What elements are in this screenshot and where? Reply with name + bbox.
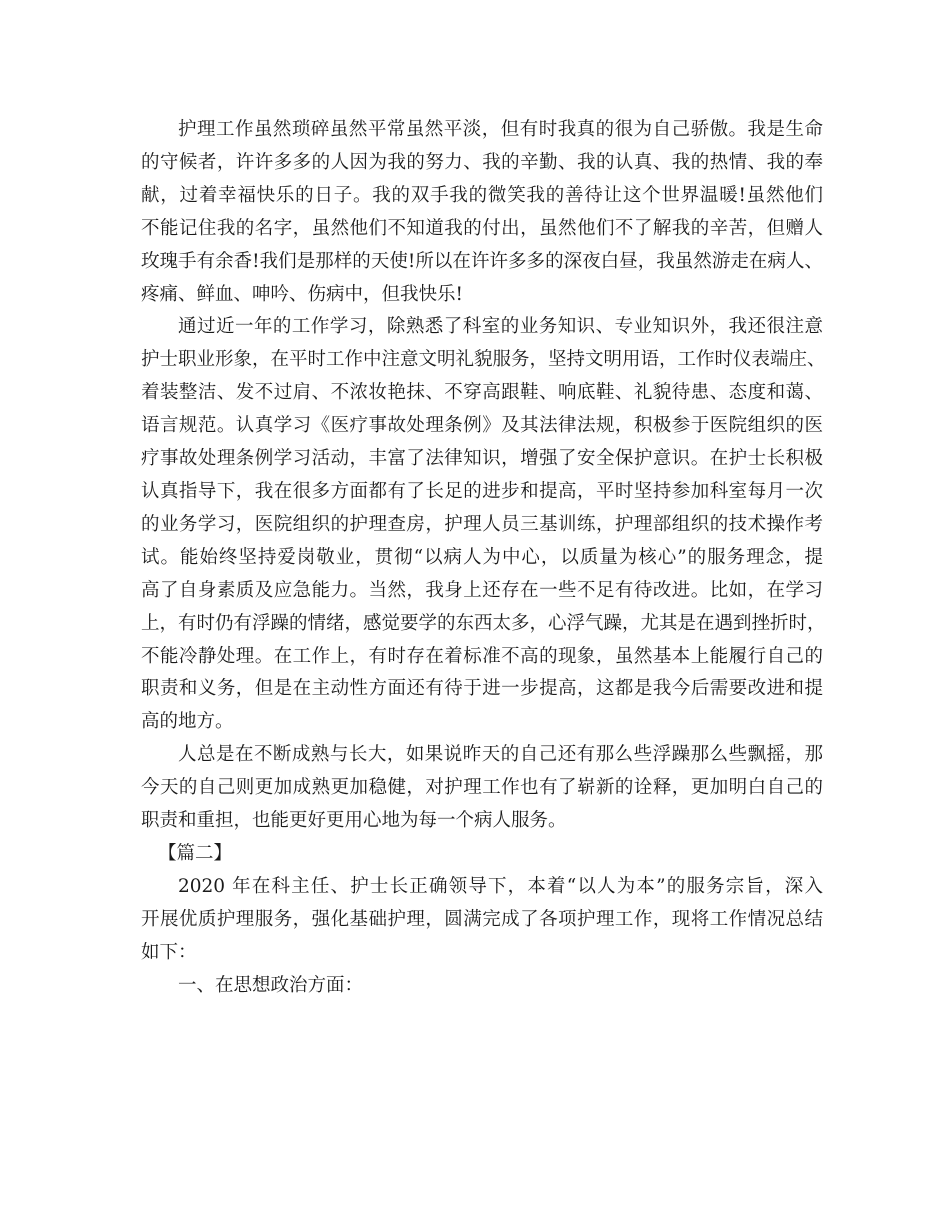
text-line: 的业务学习，医院组织的护理查房，护理人员三基训练，护理部组织的技术操作考 — [141, 513, 823, 535]
section-tag-text: 【篇二】 — [158, 842, 233, 864]
text-line: 高了自身素质及应急能力。当然，我身上还存在一些不足有待改进。比如，在学习 — [141, 579, 823, 601]
text-line: 不能冷静处理。在工作上，有时存在着标准不高的现象，虽然基本上能履行自己的 — [141, 645, 823, 667]
text-line: 疗事故处理条例学习活动，丰富了法律知识，增强了安全保护意识。在护士长积极 — [141, 448, 823, 470]
text-line: 的守候者，许许多多的人因为我的努力、我的辛勤、我的认真、我的热情、我的奉 — [141, 151, 823, 173]
text-line: 人总是在不断成熟与长大，如果说昨天的自己还有那么些浮躁那么些飘摇，那 — [178, 744, 823, 766]
document-body — [141, 114, 826, 1002]
text-line: 上，有时仍有浮躁的情绪，感觉要学的东西太多，心浮气躁，尤其是在遇到挫折时， — [141, 612, 826, 634]
section-heading-text: 一、在思想政治方面： — [178, 974, 364, 996]
text-line: 不能记住我的名字，虽然他们不知道我的付出，虽然他们不了解我的辛苦，但赠人 — [141, 217, 823, 239]
text-line: 开展优质护理服务，强化基础护理，圆满完成了各项护理工作，现将工作情况总结 — [141, 908, 823, 930]
text-line: 玫瑰手有余香!我们是那样的天使!所以在许许多多的深夜白昼，我虽然游走在病人、 — [141, 250, 823, 272]
paragraph-study — [141, 311, 826, 739]
text-line: 职责和重担，也能更好更用心地为每一个病人服务。 — [141, 810, 567, 832]
text-line: 2020 年在科主任、护士长正确领导下，本着“以人为本”的服务宗旨，深入 — [178, 875, 823, 897]
text-line: 语言规范。认真学习《医疗事故处理条例》及其法律法规，积极参于医院组织的医 — [141, 415, 823, 437]
section-tag — [141, 838, 823, 871]
paragraph-pride — [141, 114, 823, 311]
text-line: 献，过着幸福快乐的日子。我的双手我的微笑我的善待让这个世界温暖!虽然他们 — [141, 184, 823, 206]
text-line: 护士职业形象，在平时工作中注意文明礼貌服务，坚持文明用语，工作时仪表端庄、 — [141, 349, 826, 371]
text-line: 职责和义务，但是在主动性方面还有待于进一步提高，这都是我今后需要改进和提 — [141, 678, 823, 700]
text-line: 疼痛、鲜血、呻吟、伤病中，但我快乐! — [141, 283, 463, 305]
text-line: 试。能始终坚持爱岗敬业，贯彻“以病人为中心，以质量为核心”的服务理念，提 — [141, 546, 823, 568]
paragraph-growth — [141, 739, 823, 838]
text-line: 高的地方。 — [141, 711, 234, 733]
text-line: 通过近一年的工作学习，除熟悉了科室的业务知识、专业知识外，我还很注意 — [178, 316, 823, 338]
text-line: 认真指导下，我在很多方面都有了长足的进步和提高，平时坚持参加科室每月一次 — [141, 480, 823, 502]
text-line: 今天的自己则更加成熟更加稳健，对护理工作也有了崭新的诠释，更加明白自己的 — [141, 777, 823, 799]
text-line: 着装整洁、发不过肩、不浓妆艳抹、不穿高跟鞋、响底鞋、礼貌待患、态度和蔼、 — [141, 382, 823, 404]
paragraph-intro — [141, 871, 823, 970]
text-line: 如下： — [141, 941, 197, 963]
text-line: 护理工作虽然琐碎虽然平常虽然平淡，但有时我真的很为自己骄傲。我是生命 — [178, 119, 823, 140]
section-heading — [141, 970, 823, 1003]
